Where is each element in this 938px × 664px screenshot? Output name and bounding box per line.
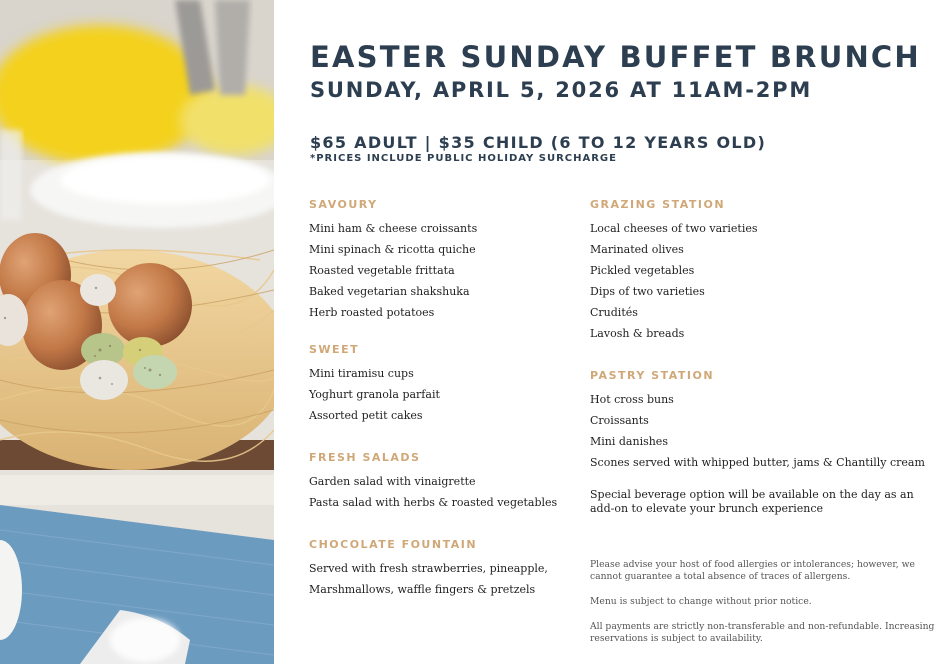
beverage-note: Special beverage option will be available on the day as an add-on to elevate your brunch experience: [590, 488, 914, 515]
section-heading: CHOCOLATE FOUNTAIN: [309, 538, 478, 551]
menu-item: Mini tiramisu cups: [309, 367, 414, 380]
menu-item: Marinated olives: [590, 243, 684, 256]
easter-eggs-photo-illustration: [0, 0, 274, 664]
menu-item: Mini spinach & ricotta quiche: [309, 243, 476, 256]
menu-item: Croissants: [590, 414, 649, 427]
menu-item: Yoghurt granola parfait: [309, 388, 440, 401]
easter-eggs-photo: [0, 0, 274, 664]
menu-column-right: [590, 198, 935, 658]
section-heading: GRAZING STATION: [590, 198, 726, 211]
menu-item: Crudités: [590, 306, 638, 319]
menu-item: Pickled vegetables: [590, 264, 695, 277]
menu-column-left: [309, 198, 579, 600]
menu-item: Marshmallows, waffle fingers & pretzels: [309, 583, 536, 596]
menu-change-note: Menu is subject to change without prior notice.: [590, 596, 812, 607]
menu-item: Scones served with whipped butter, jams & Chantilly cream: [590, 456, 925, 469]
menu-item: Pasta salad with herbs & roasted vegetables: [309, 496, 558, 509]
section-chocolate-fountain: [309, 538, 579, 600]
section-heading: SWEET: [309, 343, 360, 356]
menu-item: Mini ham & cheese croissants: [309, 222, 478, 235]
price-note: *PRICES INCLUDE PUBLIC HOLIDAY SURCHARGE: [310, 153, 617, 164]
section-heading: FRESH SALADS: [309, 451, 421, 464]
fine-print: [590, 559, 935, 645]
section-heading: SAVOURY: [309, 198, 378, 211]
menu-item: Served with fresh strawberries, pineapple,: [309, 562, 548, 575]
page-title: EASTER SUNDAY BUFFET BRUNCH: [310, 40, 921, 74]
menu-item: Assorted petit cakes: [309, 409, 423, 422]
menu-item: Dips of two varieties: [590, 285, 705, 298]
section-pastry-station: [590, 369, 935, 473]
payment-note: All payments are strictly non-transferable and non-refundable. Increasing reservations is subject to availability.: [590, 621, 935, 644]
menu-item: Roasted vegetable frittata: [309, 264, 455, 277]
menu-item: Hot cross buns: [590, 393, 674, 406]
menu-item: Mini danishes: [590, 435, 668, 448]
section-grazing-station: [590, 198, 935, 344]
section-sweet: [309, 343, 579, 426]
menu-item: Local cheeses of two varieties: [590, 222, 758, 235]
section-savoury: [309, 198, 579, 323]
section-fresh-salads: [309, 451, 579, 513]
menu-item: Lavosh & breads: [590, 327, 685, 340]
menu-content: [274, 0, 938, 664]
price-line: $65 ADULT | $35 CHILD (6 TO 12 YEARS OLD): [310, 133, 767, 152]
menu-item: Baked vegetarian shakshuka: [309, 285, 470, 298]
event-date: SUNDAY, APRIL 5, 2026 AT 11AM-2PM: [310, 78, 813, 102]
menu-item: Garden salad with vinaigrette: [309, 475, 476, 488]
allergy-note: Please advise your host of food allergies or intolerances; however, we cannot guarantee a total absence of traces of allergens.: [590, 559, 915, 582]
section-heading: PASTRY STATION: [590, 369, 715, 382]
menu-item: Herb roasted potatoes: [309, 306, 435, 319]
